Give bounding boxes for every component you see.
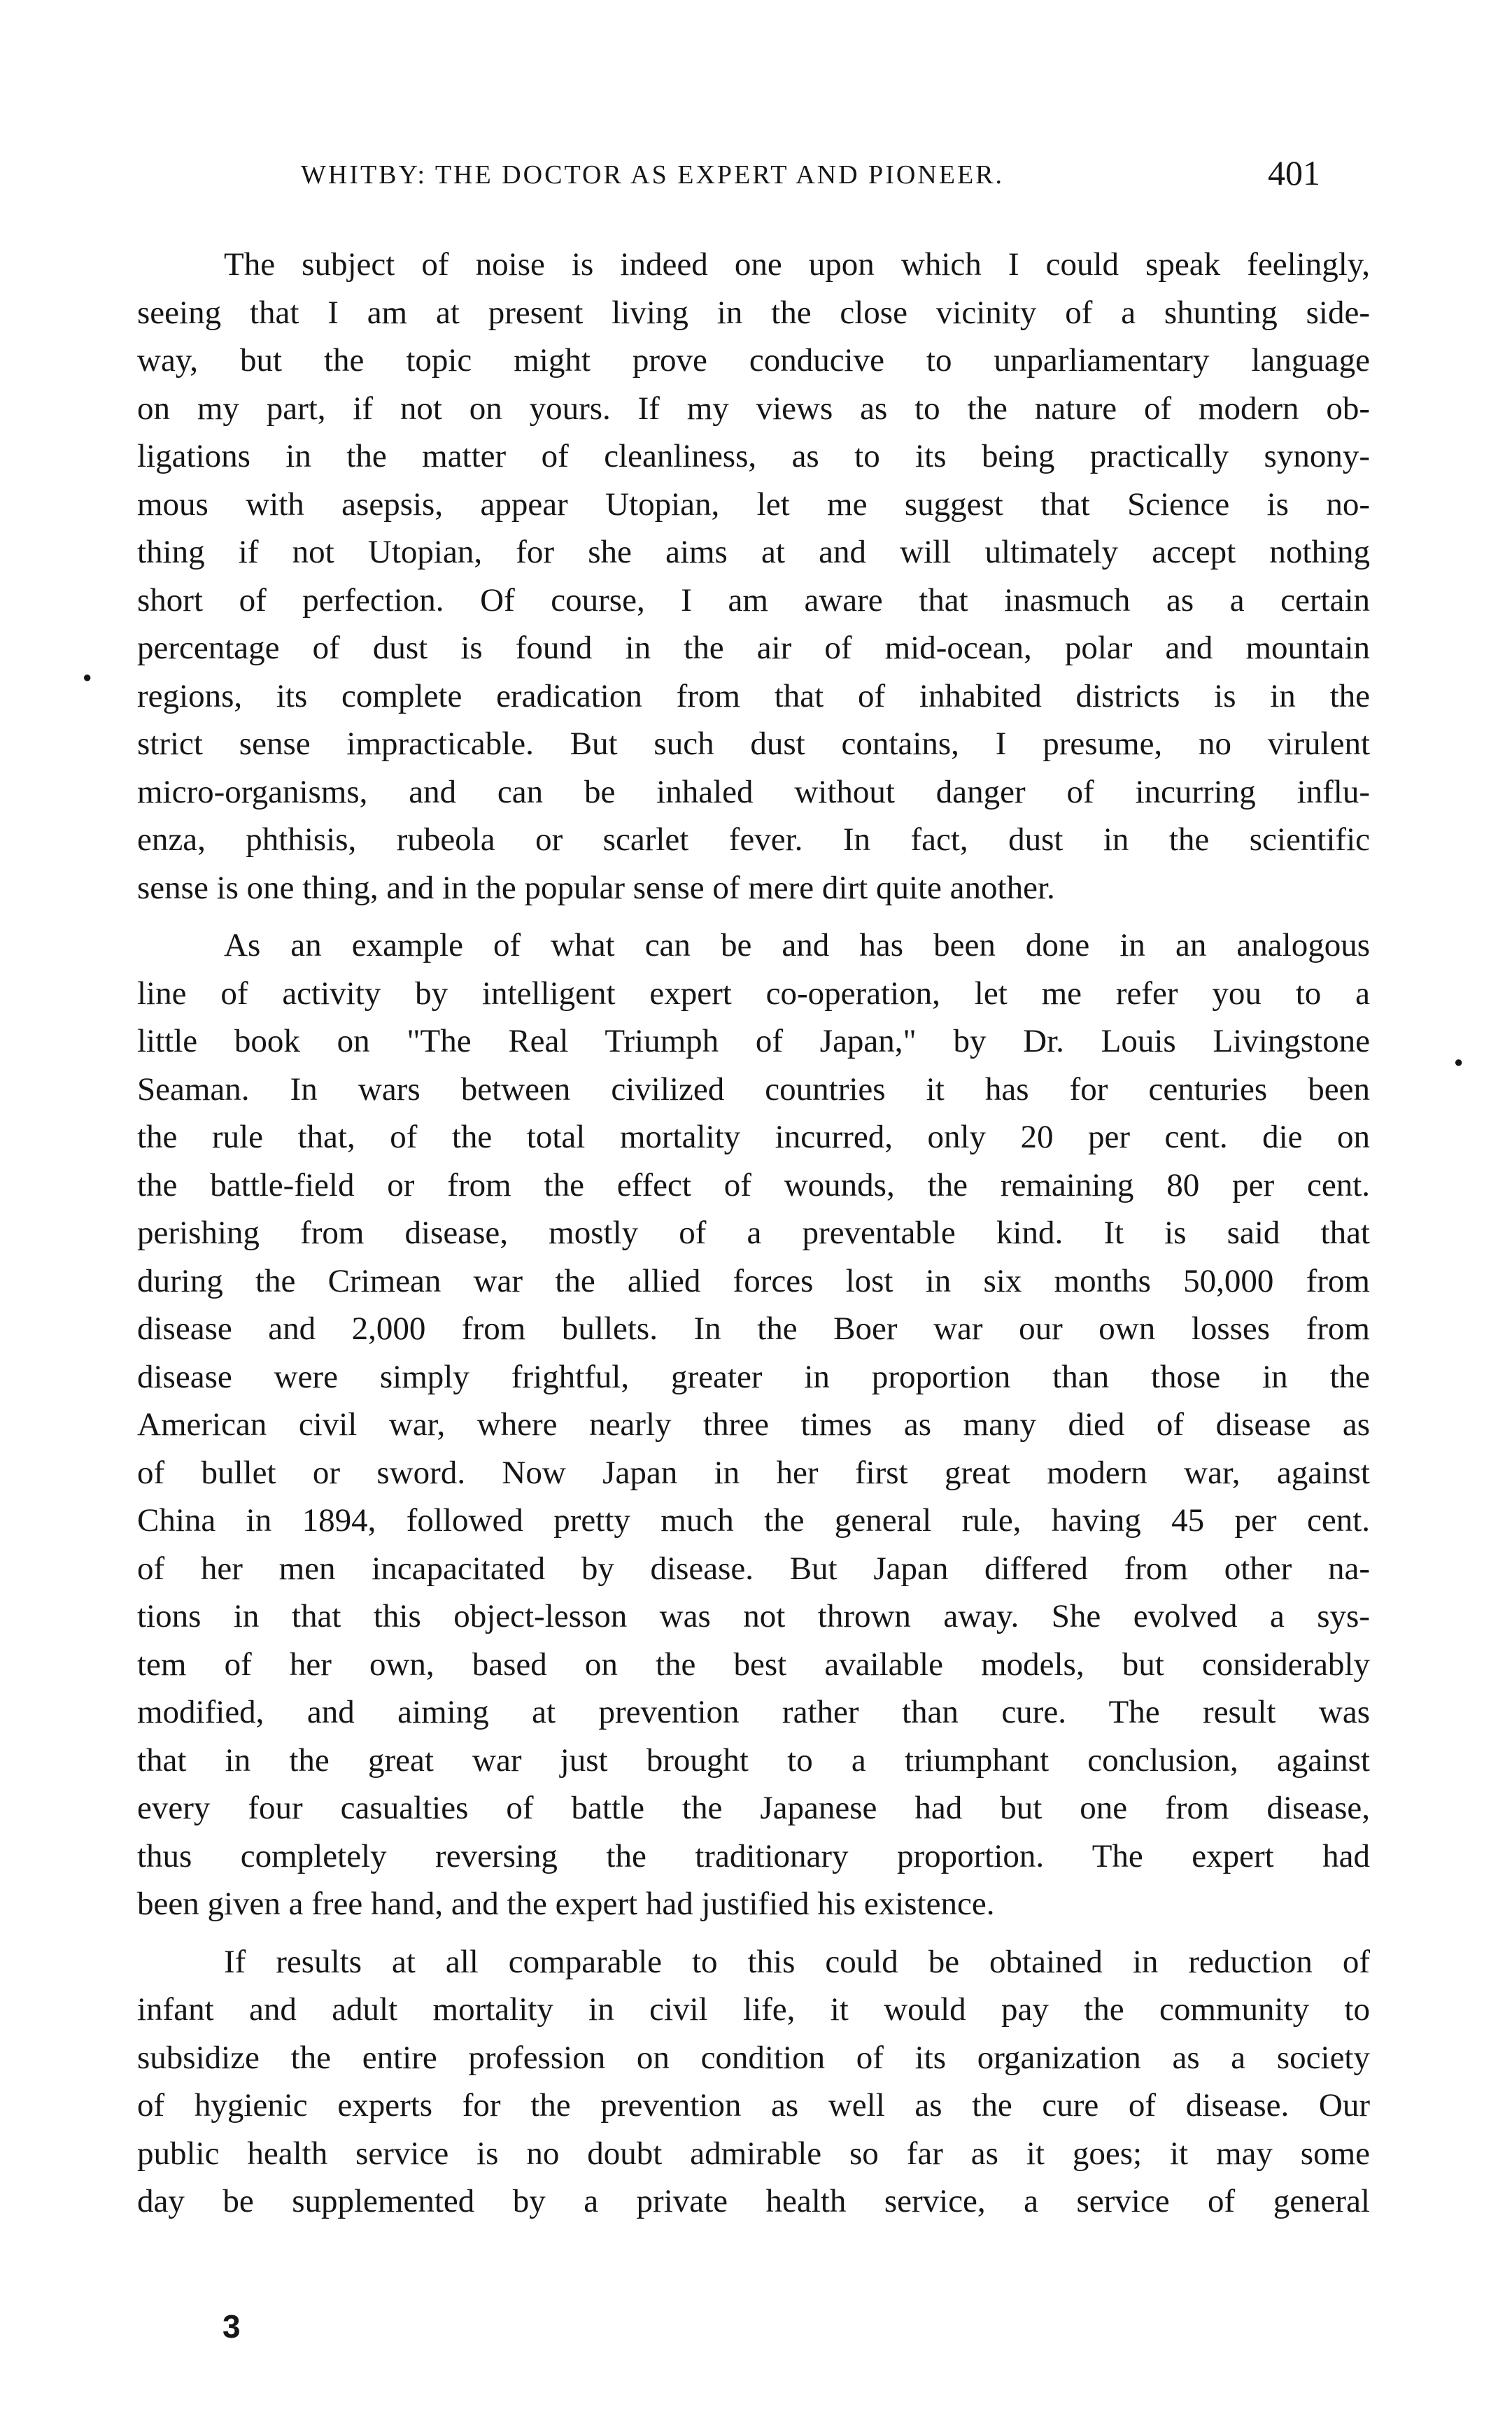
text-line: of her men incapacitated by disease. But Japan differed from other na- xyxy=(137,1550,1370,1587)
text-line: As an example of what can be and has been done in an analogous xyxy=(224,927,1370,963)
text-line: strict sense impracticable. But such dust contains, I presume, no virulent xyxy=(137,726,1370,762)
text-line: mous with asepsis, appear Utopian, let me suggest that Science is no- xyxy=(137,486,1370,523)
text-line: been given a free hand, and the expert had justified his existence. xyxy=(137,1886,995,1922)
text-line: the battle-field or from the effect of wounds, the remaining 80 per cent. xyxy=(137,1166,1370,1203)
text-line: ligations in the matter of cleanliness, as to its being practically synony- xyxy=(137,438,1370,474)
running-head: WHITBY: THE DOCTOR AS EXPERT AND PIONEER. xyxy=(301,160,1004,190)
text-line: perishing from disease, mostly of a preventable kind. It is said that xyxy=(137,1215,1370,1251)
text-line: on my part, if not on yours. If my views as to the nature of modern ob- xyxy=(137,390,1370,427)
text-line: If results at all comparable to this could be obtained in reduction of xyxy=(224,1943,1370,1980)
text-line: China in 1894, followed pretty much the general rule, having 45 per cent. xyxy=(137,1502,1370,1539)
stray-ink-mark: ● xyxy=(1454,1053,1464,1071)
stray-ink-mark: ● xyxy=(83,668,92,686)
text-line: that in the great war just brought to a triumphant conclusion, against xyxy=(137,1742,1370,1779)
text-line: way, but the topic might prove conducive to unparliamentary language xyxy=(137,342,1370,379)
text-line: modified, and aiming at prevention rather than cure. The result was xyxy=(137,1694,1370,1730)
text-line: sense is one thing, and in the popular sense of mere dirt quite another. xyxy=(137,869,1055,906)
text-line: percentage of dust is found in the air of mid-ocean, polar and mountain xyxy=(137,630,1370,666)
paragraph xyxy=(137,241,1370,912)
text-line: tions in that this object-lesson was not thrown away. She evolved a sys- xyxy=(137,1598,1370,1634)
text-line: Seaman. In wars between civilized countries it has for centuries been xyxy=(137,1071,1370,1108)
paragraph-gap xyxy=(137,912,1370,921)
text-line: of hygienic experts for the prevention as well as the cure of disease. Our xyxy=(137,2087,1370,2124)
text-line: micro-organisms, and can be inhaled without danger of incurring influ- xyxy=(137,773,1370,810)
text-line: tem of her own, based on the best available models, but considerably xyxy=(137,1646,1370,1683)
text-line: enza, phthisis, rubeola or scarlet fever. In fact, dust in the scientific xyxy=(137,821,1370,858)
text-line: regions, its complete eradication from that of inhabited districts is in the xyxy=(137,677,1370,714)
text-line: line of activity by intelligent expert co-operation, let me refer you to a xyxy=(137,975,1370,1012)
signature-mark: 3 xyxy=(222,2308,241,2345)
page-number: 401 xyxy=(1268,153,1320,192)
text-line: thing if not Utopian, for she aims at and will ultimately accept nothing xyxy=(137,534,1370,570)
text-line: thus completely reversing the traditionary proportion. The expert had xyxy=(137,1837,1370,1874)
text-line: during the Crimean war the allied forces lost in six months 50,000 from xyxy=(137,1262,1370,1299)
text-line: of bullet or sword. Now Japan in her first great modern war, against xyxy=(137,1454,1370,1491)
text-line: infant and adult mortality in civil life, it would pay the community to xyxy=(137,1991,1370,2028)
text-line: seeing that I am at present living in the close vicinity of a shunting side- xyxy=(137,294,1370,331)
text-line: subsidize the entire profession on condition of its organization as a society xyxy=(137,2039,1370,2076)
text-line: disease and 2,000 from bullets. In the Boer war our own losses from xyxy=(137,1311,1370,1347)
text-line: short of perfection. Of course, I am aware that inasmuch as a certain xyxy=(137,581,1370,619)
text-line: disease were simply frightful, greater in proportion than those in the xyxy=(137,1358,1370,1395)
text-line: day be supplemented by a private health service, a service of general xyxy=(137,2183,1370,2219)
text-line: The subject of noise is indeed one upon which I could speak feelingly, xyxy=(224,246,1370,283)
paragraph-gap xyxy=(137,1928,1370,1938)
text-line: American civil war, where nearly three times as many died of disease as xyxy=(137,1406,1370,1443)
text-line: every four casualties of battle the Japanese had but one from disease, xyxy=(137,1790,1370,1826)
paragraph xyxy=(137,921,1370,1928)
body-text xyxy=(137,241,1370,2226)
text-line: little book on "The Real Triumph of Japan," by Dr. Louis Livingstone xyxy=(137,1023,1370,1059)
text-line: public health service is no doubt admirable so far as it goes; it may some xyxy=(137,2135,1370,2172)
text-line: the rule that, of the total mortality incurred, only 20 per cent. die on xyxy=(137,1119,1370,1155)
paragraph xyxy=(137,1938,1370,2226)
